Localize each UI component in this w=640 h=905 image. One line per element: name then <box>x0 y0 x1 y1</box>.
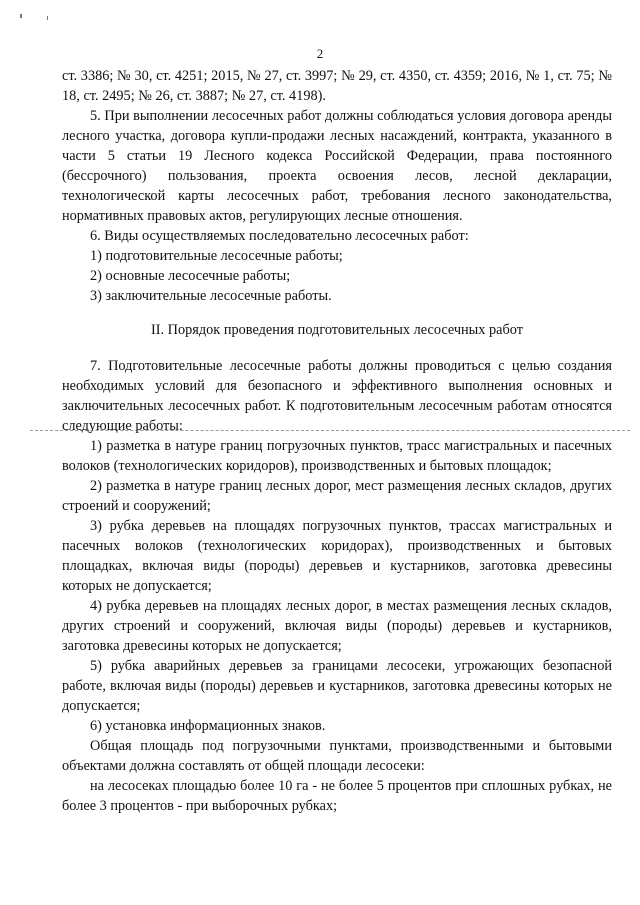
paragraph-total-area: Общая площадь под погрузочными пунктами, производственными и бытовыми объектами должна составлять от общей площади лесосеки: <box>62 738 612 774</box>
paragraph-6: 6. Виды осуществляемых последовательно лесосечных работ: <box>90 228 469 244</box>
list-item: 2) основные лесосечные работы; <box>90 268 291 284</box>
section-heading: II. Порядок проведения подготовительных лесосечных работ <box>151 322 523 338</box>
list-item: 3) заключительные лесосечные работы. <box>90 288 332 304</box>
scan-speck <box>20 14 22 18</box>
scan-speck <box>47 16 48 20</box>
list-item: 3) рубка деревьев на площадях погрузочных пунктов, трассах магистральных и пасечных волоков (технологических коридорах), производственных и бытовых площадках, включая виды (породы) деревьев и кустарников, заготовка древесины которых не допускается; <box>62 518 612 594</box>
list-item: 1) подготовительные лесосечные работы; <box>90 248 343 264</box>
list-item: 5) рубка аварийных деревьев за границами лесосеки, угрожающих безопасной работе, включая виды (породы) деревьев и кустарников, заготовка древесины которых не допускается; <box>62 658 612 714</box>
paragraph-area-limits: на лесосеках площадью более 10 га - не более 5 процентов при сплошных рубках, не более 3 процентов - при выборочных рубках; <box>62 778 612 814</box>
list-item: 6) установка информационных знаков. <box>90 718 326 734</box>
paragraph-7: 7. Подготовительные лесосечные работы должны проводиться с целью создания необходимых условий для безопасного и эффективного выполнения основных и заключительных лесосечных работ. К подготовительным лесосечным работам относятся следующие работы: <box>62 358 612 434</box>
list-item: 1) разметка в натуре границ погрузочных пунктов, трасс магистральных и пасечных волоков (технологических коридоров), производственных и бытовых площадок; <box>62 438 612 474</box>
document-body <box>62 66 612 816</box>
page-number: 2 <box>316 46 324 61</box>
paragraph-5: 5. При выполнении лесосечных работ должны соблюдаться условия договора аренды лесного участка, договора купли-продажи лесных насаждений, контракта, указанного в части 5 статьи 19 Лесного кодекса Российской Федерации, права постоянного (бессрочного) пользования, проекта освоения лесов, лесной декларации, технологической карты лесосечных работ, требования лесного законодательства, нормативных правовых актов, регулирующих лесные отношения. <box>62 108 612 224</box>
list-item: 2) разметка в натуре границ лесных дорог, мест размещения лесных складов, других строений и сооружений; <box>62 478 612 514</box>
list-item: 4) рубка деревьев на площадях лесных дорог, в местах размещения лесных складов, других строений и сооружений, включая виды (породы) деревьев и кустарников, заготовка древесины которых не допускается; <box>62 598 612 654</box>
paragraph-citation-continuation: ст. 3386; № 30, ст. 4251; 2015, № 27, ст. 3997; № 29, ст. 4350, ст. 4359; 2016, № 1, ст. 75; № 18, ст. 2495; № 26, ст. 3887; № 27, ст. 4198). <box>62 68 612 104</box>
